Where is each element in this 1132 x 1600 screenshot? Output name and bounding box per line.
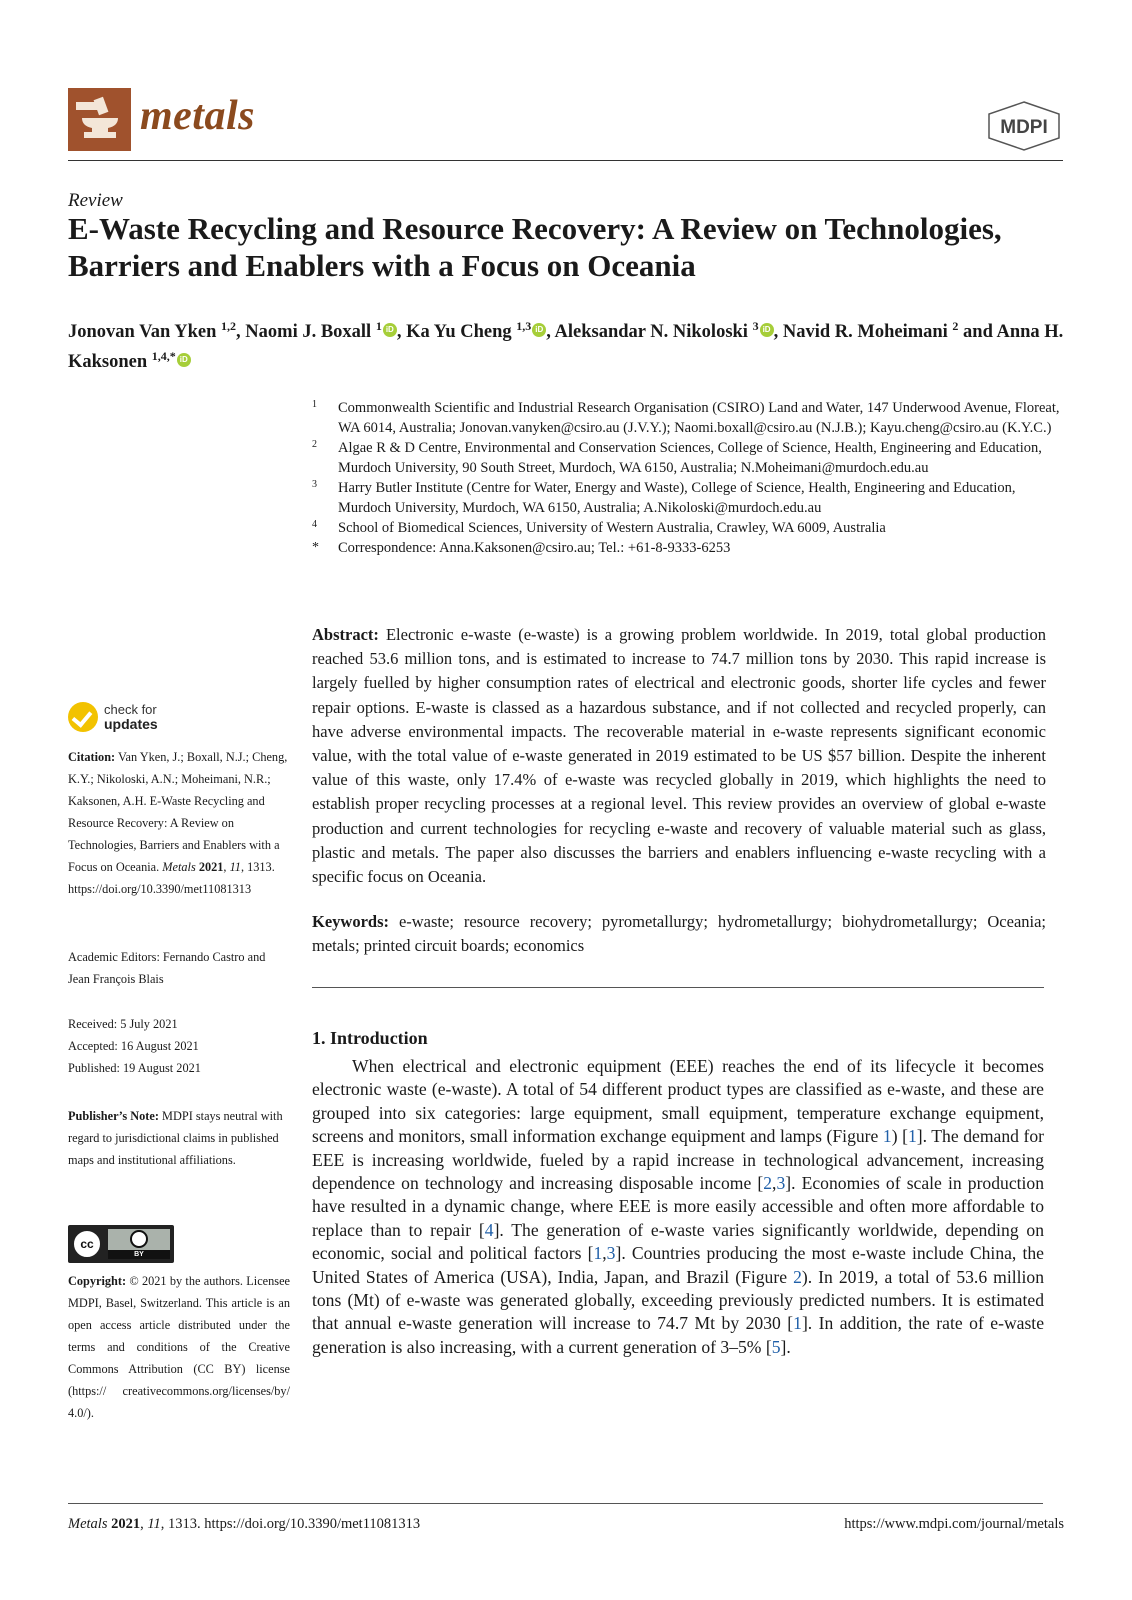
reference-link[interactable]: 1	[882, 1126, 892, 1147]
citation-text: Van Yken, J.; Boxall, N.J.; Cheng, K.Y.; Nikoloski, A.N.; Moheimani, N.R.; Kaksonen, A.H. E-Waste Recycling and Resource Recovery: A Review on Technologies, Barriers and Enablers with a Focus on Oceania.	[68, 750, 288, 874]
keywords	[312, 910, 1046, 958]
affiliation-number: 3	[312, 479, 317, 490]
author-affiliation-marker: 2	[952, 319, 959, 333]
intro-paragraph	[312, 1055, 1044, 1359]
intro-text: ]. In addition, the rate of e-waste generation is also increasing, with a current generation of 3–5% [	[312, 1313, 1045, 1357]
affiliation-item	[312, 478, 1062, 518]
cc-icon: cc	[72, 1229, 102, 1259]
article-type: Review	[68, 190, 123, 211]
affiliation-item	[312, 518, 1062, 538]
footer-journal-url[interactable]: https://www.mdpi.com/journal/metals	[844, 1516, 1064, 1532]
cc-by-license-badge[interactable]	[68, 1225, 174, 1263]
keywords-text: e-waste; resource recovery; pyrometallurgy; hydrometallurgy; biohydrometallurgy; Oceania; metals; printed circuit boards; economics	[312, 912, 1047, 956]
intro-text: ,	[602, 1243, 607, 1264]
author-name: Aleksandar N. Nikoloski	[554, 322, 748, 343]
affiliation-text: Algae R & D Centre, Environmental and Conservation Sciences, College of Science, Health, Engineering and Education, Murdoch University, 90 South Street, Murdoch, WA 6150, Australia; N.Moheimani@murdoch.edu.au	[338, 440, 1042, 476]
affiliation-text: Correspondence: Anna.Kaksonen@csiro.au; Tel.: +61-8-9333-6253	[338, 540, 731, 556]
footer-year: 2021	[111, 1516, 141, 1532]
reference-link[interactable]: 3	[776, 1173, 786, 1194]
citation-label: Citation:	[68, 750, 116, 764]
author-affiliation-marker: 1	[375, 319, 382, 333]
mdpi-logo-text: MDPI	[1000, 117, 1048, 138]
check-updates-line2: updates	[104, 716, 158, 732]
received-date: Received: 5 July 2021	[68, 1017, 178, 1031]
author-affiliation-marker: 1,4,*	[151, 349, 176, 364]
attribution-person-icon	[130, 1230, 148, 1248]
check-updates-line1: check for	[104, 702, 157, 717]
copyright-block	[68, 1270, 290, 1424]
intro-text: ) [	[891, 1126, 908, 1147]
footer-journal: Metals	[68, 1516, 108, 1532]
footer-volume: 11	[147, 1516, 161, 1532]
reference-link[interactable]: 2	[763, 1173, 773, 1194]
affiliation-text: Commonwealth Scientific and Industrial Research Organisation (CSIRO) Land and Water, 147 Underwood Avenue, Floreat, WA 6014, Australia; Jonovan.vanyken@csiro.au (J.V.Y.); Naomi.boxall@csiro.au (N.J.B.); Kayu.cheng@csiro.au (K.Y.C.)	[338, 400, 1060, 436]
published-date: Published: 19 August 2021	[68, 1061, 201, 1075]
affiliation-item	[312, 398, 1062, 438]
affiliations	[312, 398, 1062, 558]
keywords-label: Keywords:	[312, 912, 389, 931]
orcid-icon[interactable]: iD	[177, 353, 191, 367]
copyright-label: Copyright:	[68, 1274, 127, 1288]
citation-year: 2021	[198, 860, 224, 874]
abstract-label: Abstract:	[312, 625, 379, 644]
author-affiliation-marker: 1,2	[221, 319, 237, 333]
article-title: E-Waste Recycling and Resource Recovery: A Review on Technologies, Barriers and Enablers with a Focus on Oceania	[68, 211, 1002, 283]
citation-block: Citation: Van Yken, J.; Boxall, N.J.; Cheng, K.Y.; Nikoloski, A.N.; Moheimani, N.R.; Kaksonen, A.H. E-Waste Recycling and Resource Recovery: A Review on Technologies, Barriers and Enablers with a Focus on Oceania. Metals 2021, 11, 1313. https://doi.org/10.3390/met11081313	[68, 750, 288, 896]
citation-journal: Metals	[162, 860, 196, 874]
copyright-text: © 2021 by the authors. Licensee MDPI, Basel, Switzerland. This article is an open access article distributed under the terms and conditions of the Creative Commons Attribution (CC BY) license (https:// creativecommons.org/licenses/by/ 4.0/).	[68, 1274, 290, 1420]
intro-text: ]. Countries producing the most e-waste include China, the United States of America (USA), India, Japan, and Brazil (Figure	[312, 1243, 1044, 1287]
academic-editors-text: Academic Editors: Fernando Castro and Jean François Blais	[68, 950, 266, 986]
citation-volume: 11	[229, 860, 241, 874]
author-affiliation-marker: 3	[752, 319, 759, 333]
intro-text: ]. Economies of scale in production have resulted in a dynamic change, where EEE is more easily accessible and often more affordable to replace than to repair [	[312, 1173, 1044, 1240]
cc-by-label: BY	[108, 1250, 170, 1259]
citation-doi[interactable]: , 1313. https://doi.org/10.3390/met11081313	[68, 860, 275, 896]
affiliation-item	[312, 538, 1062, 558]
footer-doi[interactable]: , 1313. https://doi.org/10.3390/met11081313	[160, 1516, 421, 1532]
footer-citation: Metals 2021, 11, 1313. https://doi.org/10.3390/met11081313	[68, 1516, 421, 1532]
orcid-icon[interactable]: iD	[532, 323, 546, 337]
affiliation-item	[312, 438, 1062, 478]
affiliation-text: School of Biomedical Sciences, University of Western Australia, Crawley, WA 6009, Australia	[338, 520, 886, 536]
section-divider	[312, 987, 1044, 988]
affiliation-number: 1	[312, 399, 317, 410]
abstract	[312, 623, 1046, 889]
intro-text: ]. The demand for EEE is increasing worldwide, fueled by a rapid increase in technological advancement, increasing dependence on technology and increasing disposable income [	[312, 1126, 1044, 1194]
intro-text: ,	[772, 1173, 777, 1194]
author-affiliation-marker: 1,3	[516, 319, 532, 333]
section-heading: 1. Introduction	[312, 1028, 428, 1048]
publishers-note-label: Publisher’s Note:	[68, 1109, 159, 1123]
author-separator: ,	[546, 322, 555, 343]
check-for-updates-button[interactable]	[68, 700, 198, 736]
reference-link[interactable]: 5	[771, 1336, 781, 1357]
reference-link[interactable]: 1	[593, 1243, 603, 1264]
author-separator: ,	[396, 322, 407, 343]
author-name: Jonovan Van Yken	[68, 322, 217, 343]
header-divider	[68, 160, 1063, 161]
orcid-icon[interactable]: iD	[760, 323, 774, 337]
intro-text: When electrical and electronic equipment (EEE) reaches the end of its lifecycle it becomes electronic waste (e-waste). A total of 54 different product types are classified as e-waste, and these are grouped into six categories: large equipment, small equipment, temperature exchange equipment, screens and monitors, small information exchange equipment and lamps (Figure	[312, 1056, 1044, 1147]
author-separator: and	[958, 322, 997, 343]
accepted-date: Accepted: 16 August 2021	[68, 1039, 199, 1053]
author-name: Ka Yu Cheng	[406, 322, 512, 343]
publishers-note	[68, 1105, 290, 1171]
intro-text: ]. The generation of e-waste varies significantly worldwide, depending on economic, social and political factors [	[312, 1219, 1044, 1264]
reference-link[interactable]: 4	[484, 1219, 494, 1240]
affiliation-number: 2	[312, 439, 317, 450]
author-separator: ,	[236, 322, 246, 343]
dates-block	[68, 1013, 290, 1079]
journal-logo-icon	[68, 88, 131, 151]
affiliation-number: *	[312, 540, 319, 555]
affiliation-number: 4	[312, 519, 317, 530]
reference-link[interactable]: 3	[606, 1243, 616, 1264]
affiliation-text: Harry Butler Institute (Centre for Water, Energy and Waste), College of Science, Health, Engineering and Education, Murdoch University, Murdoch, WA 6150, Australia; A.Nikoloski@murdoch.edu.au	[338, 480, 1016, 516]
journal-name: metals	[140, 93, 255, 139]
orcid-icon[interactable]: iD	[383, 323, 397, 337]
reference-link[interactable]: 1	[793, 1313, 802, 1334]
academic-editors	[68, 946, 290, 990]
footer-divider	[68, 1503, 1043, 1504]
intro-text: ].	[780, 1336, 791, 1357]
author-name: Naomi J. Boxall	[245, 322, 372, 343]
abstract-text: Electronic e-waste (e-waste) is a growing problem worldwide. In 2019, total global production reached 53.6 million tons, and is estimated to increase to 74.7 million tons by 2030. This rapid increase is largely fuelled by higher consumption rates of electrical and electronic goods, shorter life cycles and fewer repair options. E-waste is classed as a hazardous substance, and if not collected and recycled properly, can have adverse environmental impacts. The recoverable material in e-waste represents significant economic value, with the total value of e-waste generated in 2019 estimated to be US $57 billion. Despite the inherent value of this waste, only 17.4% of e-waste was recycled globally in 2019, which highlights the need to establish proper recycling processes at a regional level. This review provides an overview of global e-waste production and current technologies for recycling e-waste and recovery of valuable material such as glass, plastic and metals. The paper also discusses the barriers and enablers influencing e-waste recycling with a specific focus on Oceania.	[312, 625, 1046, 887]
publishers-note-text: MDPI stays neutral with regard to jurisdictional claims in published maps and institutional affiliations.	[68, 1109, 283, 1167]
author-separator: ,	[773, 322, 783, 343]
author-list	[68, 314, 1068, 374]
author-name: Navid R. Moheimani	[782, 322, 948, 343]
reference-link[interactable]: 2	[793, 1266, 802, 1287]
intro-text: ). In 2019, a total of 53.6 million tons (Mt) of e-waste was generated globally, exceeding previously predicted numbers. It is estimated that annual e-waste generation will increase to 74.7 Mt by 2030 [	[312, 1266, 1044, 1334]
reference-link[interactable]: 1	[908, 1126, 917, 1147]
checkmark-icon	[68, 702, 98, 732]
mdpi-logo	[985, 100, 1063, 152]
author-name: Anna H. Kaksonen	[68, 322, 1064, 373]
